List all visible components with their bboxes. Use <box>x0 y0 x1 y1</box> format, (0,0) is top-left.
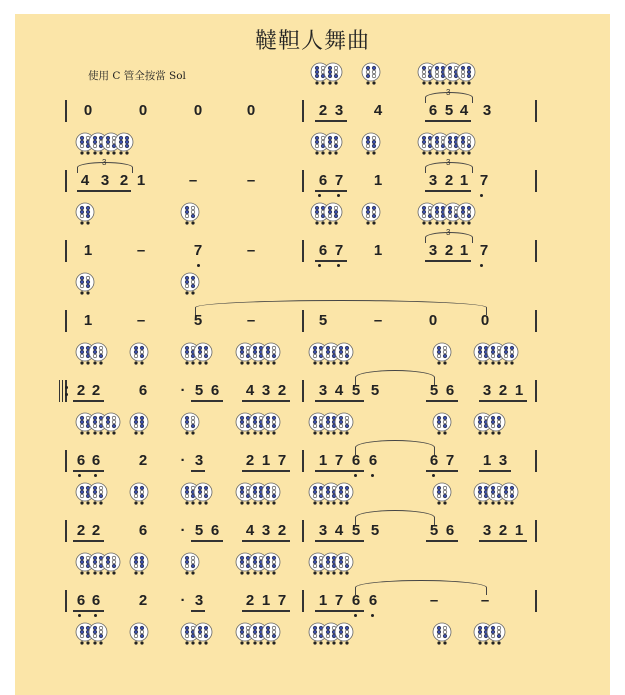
fingering-icon <box>89 483 107 505</box>
beam-underline <box>191 470 205 472</box>
fingering-icon <box>102 553 120 575</box>
note: 6 <box>368 592 378 609</box>
note: 6 <box>210 382 220 399</box>
fingering-icon <box>262 413 280 435</box>
lower-octave-dot <box>354 474 357 477</box>
note: 0 <box>193 102 203 119</box>
note: 1 <box>261 452 271 469</box>
note: 7 <box>479 172 489 189</box>
note: 3 <box>482 102 492 119</box>
beam-underline <box>73 400 104 402</box>
lower-octave-dot <box>371 474 374 477</box>
bar-line <box>302 520 304 542</box>
note: – <box>136 242 146 259</box>
note: 6 <box>445 382 455 399</box>
beam-underline <box>479 470 511 472</box>
note: 7 <box>334 242 344 259</box>
note: 6 <box>351 592 361 609</box>
note: 1 <box>318 592 328 609</box>
note: 7 <box>334 592 344 609</box>
beam-underline <box>315 540 364 542</box>
beam-underline <box>426 540 458 542</box>
beam-underline <box>315 190 347 192</box>
fingering-icon <box>335 343 353 365</box>
note: 2 <box>277 522 287 539</box>
bar-line <box>65 240 67 262</box>
bar-line <box>65 450 67 472</box>
note: · <box>180 452 186 469</box>
note: 4 <box>373 102 383 119</box>
beam-underline <box>479 540 527 542</box>
note: 1 <box>373 242 383 259</box>
header-fingering-icon <box>324 63 342 85</box>
note: 5 <box>318 312 328 329</box>
bar-line <box>65 520 67 542</box>
slur-arc <box>355 440 435 455</box>
note: 4 <box>245 382 255 399</box>
note: 7 <box>445 452 455 469</box>
note: 3 <box>334 102 344 119</box>
slur-arc <box>355 370 435 385</box>
bar-line <box>65 380 67 402</box>
beam-underline <box>425 190 471 192</box>
bar-line <box>535 590 537 612</box>
beam-underline <box>191 400 223 402</box>
bar-line <box>65 310 67 332</box>
fingering-icon <box>130 623 148 645</box>
fingering-icon <box>433 623 451 645</box>
note: 2 <box>498 382 508 399</box>
note: · <box>180 522 186 539</box>
bar-line <box>535 100 537 122</box>
note: 5 <box>194 382 204 399</box>
staff-row <box>15 310 610 372</box>
lower-octave-dot <box>78 474 81 477</box>
triplet-mark: 3 <box>446 158 451 167</box>
fingering-icon <box>262 483 280 505</box>
bar-line <box>65 590 67 612</box>
lower-octave-dot <box>318 264 321 267</box>
fingering-icon <box>335 623 353 645</box>
note: 6 <box>318 172 328 189</box>
slur-arc <box>355 580 487 595</box>
fingering-row <box>15 340 610 370</box>
bar-line <box>535 310 537 332</box>
fingering-icon <box>500 343 518 365</box>
fingering-icon <box>194 343 212 365</box>
note: · <box>180 592 186 609</box>
note: 3 <box>194 592 204 609</box>
lower-octave-dot <box>337 194 340 197</box>
note: 1 <box>373 172 383 189</box>
lower-octave-dot <box>480 194 483 197</box>
note: 2 <box>245 592 255 609</box>
note: 2 <box>119 172 129 189</box>
beam-underline <box>77 190 131 192</box>
fingering-icon <box>262 343 280 365</box>
note: 6 <box>91 592 101 609</box>
note: 5 <box>351 382 361 399</box>
triplet-mark: 3 <box>446 88 451 97</box>
bar-line <box>535 450 537 472</box>
note: 2 <box>498 522 508 539</box>
fingering-icon <box>262 553 280 575</box>
fingering-icon <box>335 483 353 505</box>
lower-octave-dot <box>318 194 321 197</box>
note: 2 <box>444 172 454 189</box>
note: 5 <box>194 522 204 539</box>
lower-octave-dot <box>432 474 435 477</box>
page-title: 韃靼人舞曲 <box>254 29 370 54</box>
fingering-row <box>15 270 610 300</box>
fingering-header-group <box>15 60 610 90</box>
staff-row <box>15 590 610 652</box>
bar-line <box>302 590 304 612</box>
note: 6 <box>445 522 455 539</box>
lower-octave-dot <box>78 614 81 617</box>
note: 6 <box>91 452 101 469</box>
note: 6 <box>138 382 148 399</box>
note: 1 <box>318 452 328 469</box>
fingering-icon <box>487 413 505 435</box>
note: 1 <box>459 172 469 189</box>
fingering-icon <box>181 203 199 225</box>
fingering-icon <box>130 483 148 505</box>
note: 0 <box>480 312 490 329</box>
fingering-icon <box>194 483 212 505</box>
bar-line <box>65 100 67 122</box>
fingering-icon <box>324 203 342 225</box>
fingering-row <box>15 200 610 230</box>
fingering-icon <box>362 203 380 225</box>
slur-arc <box>195 300 487 315</box>
fingering-row <box>15 480 610 510</box>
note: 1 <box>459 242 469 259</box>
beam-underline <box>73 610 104 612</box>
fingering-icon <box>262 623 280 645</box>
note: 1 <box>261 592 271 609</box>
beam-underline <box>315 610 364 612</box>
beam-underline <box>315 470 364 472</box>
note: 5 <box>429 382 439 399</box>
note: 3 <box>100 172 110 189</box>
fingering-icon <box>433 413 451 435</box>
note: 1 <box>83 242 93 259</box>
beam-underline <box>425 120 471 122</box>
note: 0 <box>138 102 148 119</box>
note: 2 <box>444 242 454 259</box>
triplet-mark: 3 <box>102 158 107 167</box>
note: 1 <box>83 312 93 329</box>
lower-octave-dot <box>371 614 374 617</box>
note: 5 <box>370 382 380 399</box>
header-fingering-icon <box>362 63 380 85</box>
beam-underline <box>479 400 527 402</box>
note: 4 <box>459 102 469 119</box>
note: 6 <box>428 102 438 119</box>
note: – <box>136 312 146 329</box>
beam-underline <box>191 610 205 612</box>
beam-underline <box>426 470 458 472</box>
note: 6 <box>76 452 86 469</box>
note: 1 <box>514 522 524 539</box>
beam-underline <box>242 540 290 542</box>
beam-underline <box>315 400 364 402</box>
fingering-icon <box>324 133 342 155</box>
beam-underline <box>242 470 290 472</box>
sheet-music-page <box>15 14 610 695</box>
bar-line <box>302 170 304 192</box>
beam-underline <box>425 260 471 262</box>
fingering-icon <box>433 343 451 365</box>
note: 6 <box>351 452 361 469</box>
lower-octave-dot <box>197 264 200 267</box>
fingering-icon <box>181 553 199 575</box>
note: 5 <box>444 102 454 119</box>
staff-row <box>15 450 610 512</box>
fingering-icon <box>457 133 475 155</box>
header-fingering-icon <box>457 63 475 85</box>
fingering-icon <box>487 623 505 645</box>
fingering-row <box>15 550 610 580</box>
fingering-icon <box>89 343 107 365</box>
note: 6 <box>76 592 86 609</box>
fingering-icon <box>76 203 94 225</box>
fingering-icon <box>89 623 107 645</box>
staff-row <box>15 228 610 302</box>
note: 0 <box>83 102 93 119</box>
fingering-icon <box>115 133 133 155</box>
fingering-icon <box>500 483 518 505</box>
note: 5 <box>370 522 380 539</box>
note: · <box>180 382 186 399</box>
fingering-row <box>15 130 610 160</box>
note: 3 <box>261 382 271 399</box>
beam-underline <box>73 540 104 542</box>
note: 4 <box>334 522 344 539</box>
note: 7 <box>479 242 489 259</box>
bar-line <box>302 240 304 262</box>
note: 5 <box>193 312 203 329</box>
note: – <box>373 312 383 329</box>
fingering-icon <box>433 483 451 505</box>
bar-line <box>535 520 537 542</box>
note: 3 <box>482 522 492 539</box>
fingering-icon <box>362 133 380 155</box>
note: 2 <box>245 452 255 469</box>
fingering-icon <box>130 343 148 365</box>
note: 3 <box>261 522 271 539</box>
fingering-icon <box>130 553 148 575</box>
beam-underline <box>315 120 347 122</box>
bar-line <box>302 450 304 472</box>
note: 2 <box>318 102 328 119</box>
note: 1 <box>136 172 146 189</box>
note: – <box>429 592 439 609</box>
triplet-mark: 3 <box>446 228 451 237</box>
note: 3 <box>318 522 328 539</box>
note: 0 <box>246 102 256 119</box>
staff-row <box>15 520 610 582</box>
note: 3 <box>428 172 438 189</box>
lower-octave-dot <box>337 264 340 267</box>
fingering-icon <box>102 413 120 435</box>
beam-underline <box>73 470 104 472</box>
fingering-icon <box>335 413 353 435</box>
slur-arc <box>355 510 435 525</box>
fingering-row <box>15 410 610 440</box>
fingering-row <box>15 620 610 650</box>
fingering-icon <box>130 413 148 435</box>
note: – <box>188 172 198 189</box>
note: 3 <box>318 382 328 399</box>
note: 2 <box>277 382 287 399</box>
lower-octave-dot <box>94 474 97 477</box>
note: 2 <box>76 382 86 399</box>
bar-line <box>535 170 537 192</box>
note: 2 <box>91 382 101 399</box>
fingering-icon <box>457 203 475 225</box>
beam-underline <box>191 540 223 542</box>
fingering-icon <box>76 273 94 295</box>
note: 1 <box>482 452 492 469</box>
note: 4 <box>80 172 90 189</box>
note: 6 <box>429 452 439 469</box>
note: 2 <box>76 522 86 539</box>
bar-line <box>302 380 304 402</box>
note: 3 <box>482 382 492 399</box>
note: 6 <box>318 242 328 259</box>
note: 6 <box>368 452 378 469</box>
note: 5 <box>429 522 439 539</box>
note: 6 <box>138 522 148 539</box>
note: 3 <box>498 452 508 469</box>
staff-row <box>15 88 610 162</box>
note: 2 <box>91 522 101 539</box>
note: 6 <box>210 522 220 539</box>
note: 4 <box>334 382 344 399</box>
bar-line <box>302 100 304 122</box>
note: 7 <box>334 172 344 189</box>
beam-underline <box>242 400 290 402</box>
note: – <box>246 242 256 259</box>
note: 7 <box>277 592 287 609</box>
note: 5 <box>351 522 361 539</box>
fingering-icon <box>181 273 199 295</box>
fingering-icon <box>194 623 212 645</box>
beam-underline <box>315 260 347 262</box>
note: 4 <box>245 522 255 539</box>
bar-line <box>535 240 537 262</box>
note: 1 <box>514 382 524 399</box>
staff-row <box>15 380 610 442</box>
staff-row <box>15 158 610 232</box>
lower-octave-dot <box>354 614 357 617</box>
note: 0 <box>428 312 438 329</box>
lower-octave-dot <box>94 614 97 617</box>
note: 7 <box>277 452 287 469</box>
beam-underline <box>426 400 458 402</box>
note: 7 <box>193 242 203 259</box>
note: 7 <box>334 452 344 469</box>
note: 2 <box>138 592 148 609</box>
beam-underline <box>242 610 290 612</box>
note: 3 <box>428 242 438 259</box>
instrument-note: 使用 C 管全按當 Sol <box>88 70 186 82</box>
note: – <box>246 312 256 329</box>
lower-octave-dot <box>480 264 483 267</box>
fingering-icon <box>335 553 353 575</box>
note: – <box>246 172 256 189</box>
note: 3 <box>194 452 204 469</box>
note: 2 <box>138 452 148 469</box>
bar-line <box>535 380 537 402</box>
note: – <box>480 592 490 609</box>
fingering-icon <box>181 413 199 435</box>
bar-line <box>65 170 67 192</box>
